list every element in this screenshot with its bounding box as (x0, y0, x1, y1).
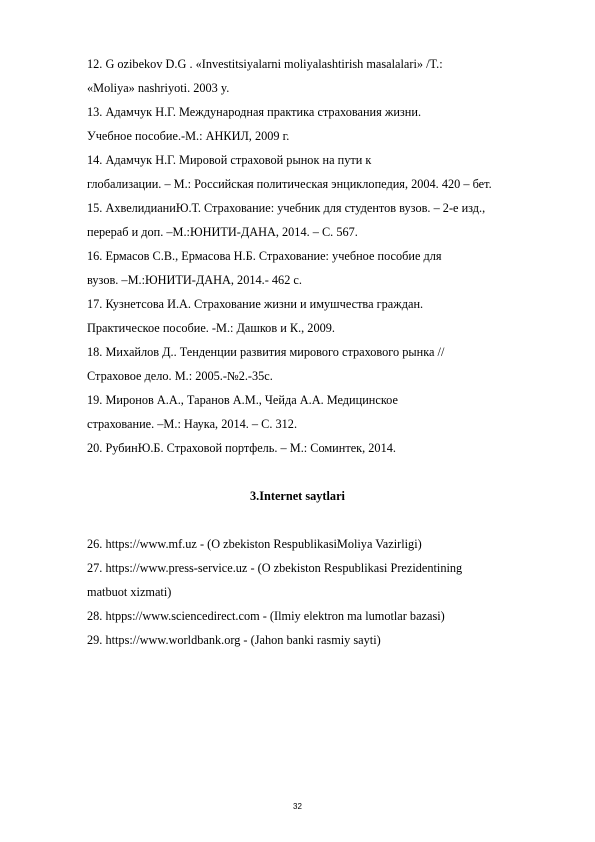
reference-line: страхование. –М.: Наука, 2014. – С. 312. (87, 417, 298, 431)
reference-line: глобализации. – М.: Российская политическая энциклопедия, 2004. 420 – бет. (87, 177, 492, 191)
reference-line: 19. Миронов А.А., Таранов А.М., Чейда А.А. Медицинское (87, 393, 398, 407)
reference-line: 16. Ермасов С.В., Ермасова Н.Б. Страхование: учебное пособие для (87, 249, 442, 263)
reference-line: 12. G ozibekov D.G . «Investitsiyalarni moliyalashtirish masalalari» /T.: (87, 57, 443, 71)
reference-line: 18. Михайлов Д.. Тенденции развития мирового страхового рынка // (87, 345, 445, 359)
reference-line: 17. Кузнетсова И.А. Страхование жизни и имушчества граждан. (87, 297, 424, 311)
internet-source-line: 29. https://www.worldbank.org - (Jahon banki rasmiy sayti) (87, 633, 381, 647)
reference-line: «Moliya» nashriyoti. 2003 y. (87, 81, 230, 95)
reference-line: Учебное пособие.-М.: АНКИЛ, 2009 г. (87, 129, 290, 143)
reference-line: Страховое дело. М.: 2005.-№2.-35с. (87, 369, 273, 383)
page-number: 32 (293, 802, 302, 811)
reference-line: вузов. –М.:ЮНИТИ-ДАНА, 2014.- 462 с. (87, 273, 302, 287)
internet-source-line: 27. https://www.press-service.uz - (O zbekiston Respublikasi Prezidentining (87, 561, 463, 575)
reference-line: 14. Адамчук Н.Г. Мировой страховой рынок на пути к (87, 153, 372, 167)
reference-line: 15. АхвелидианиЮ.Т. Страхование: учебник для студентов вузов. – 2-е изд., (87, 201, 486, 215)
reference-line: Практическое пособие. -М.: Дашков и К., 2009. (87, 321, 335, 335)
internet-source-line: matbuot xizmati) (87, 585, 172, 599)
reference-line: перераб и доп. –М.:ЮНИТИ-ДАНА, 2014. – С. 567. (87, 225, 358, 239)
reference-line: 20. РубинЮ.Б. Страховой портфель. – М.: Соминтек, 2014. (87, 441, 396, 455)
reference-line: 13. Адамчук Н.Г. Международная практика страхования жизни. (87, 105, 422, 119)
internet-source-line: 26. https://www.mf.uz - (O zbekiston RespublikasiMoliya Vazirligi) (87, 537, 422, 551)
internet-source-line: 28. htpps://www.sciencedirect.com - (Ilmiy elektron ma lumotlar bazasi) (87, 609, 445, 623)
section-title: 3.Internet saytlari (250, 489, 345, 503)
